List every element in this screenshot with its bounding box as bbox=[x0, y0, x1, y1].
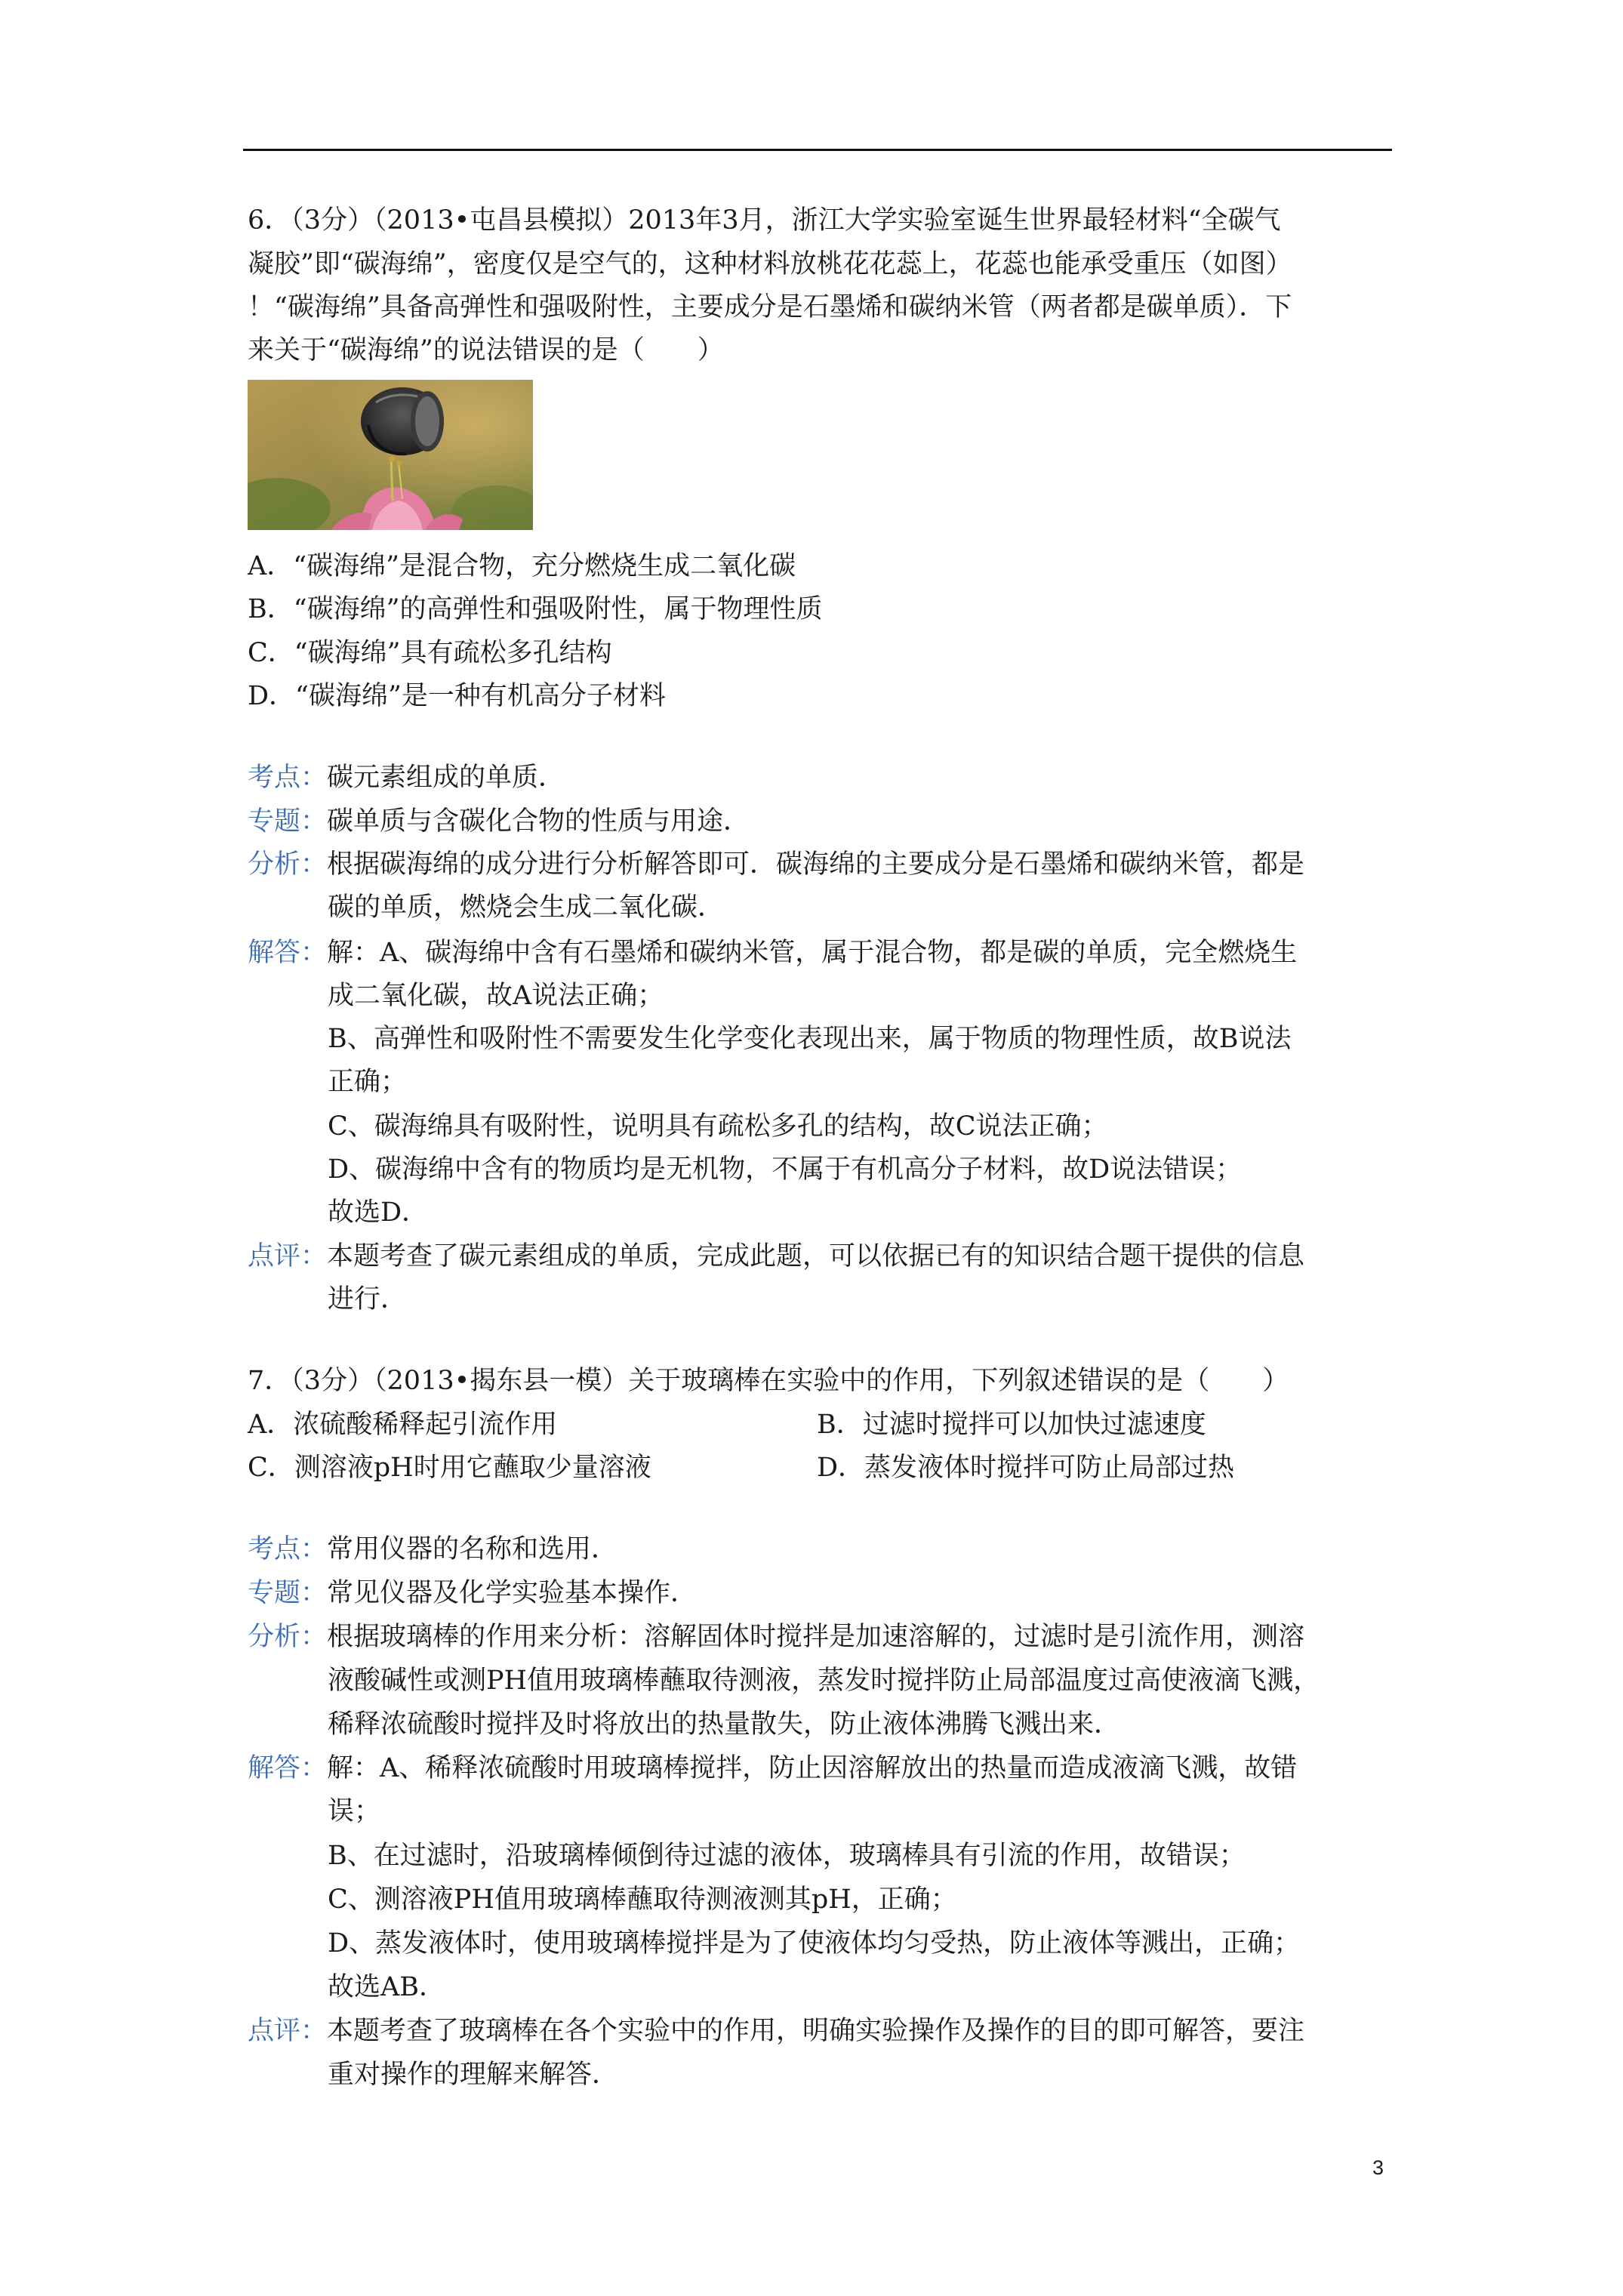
kaodian-label: 考点： bbox=[248, 763, 328, 793]
jieda-label: 解答： bbox=[248, 1753, 328, 1783]
q7-jieda-line: C、测溶液PH值用玻璃棒蘸取待测液测其pH，正确； bbox=[328, 1885, 957, 1915]
dianping-text: 本题考查了玻璃棒在各个实验中的作用，明确实验操作及操作的目的即可解答，要注 bbox=[327, 2016, 1305, 2046]
carbon-sponge-on-flower-image bbox=[248, 380, 533, 530]
q7-option-b: B．过滤时搅拌可以加快过滤速度 bbox=[817, 1410, 1206, 1440]
q7-zhuanti bbox=[248, 1576, 697, 1610]
zhuanti-label: 专题： bbox=[248, 1578, 328, 1608]
q7-dianping bbox=[248, 2014, 1304, 2048]
q6-dianping-line: 进行． bbox=[328, 1284, 408, 1314]
jieda-text: 解：A、稀释浓硫酸时用玻璃棒搅拌，防止因溶解放出的热量而造成液滴飞溅，故错 bbox=[327, 1753, 1298, 1783]
q7-option-d: D．蒸发液体时搅拌可防止局部过热 bbox=[817, 1453, 1235, 1483]
q7-fenxi bbox=[248, 1620, 1304, 1653]
q7-fenxi-line: 稀释浓硫酸时搅拌及时将放出的热量散失，防止液体沸腾飞溅出来． bbox=[328, 1709, 1121, 1740]
q6-zhuanti bbox=[248, 805, 750, 838]
q7-jieda bbox=[248, 1752, 1297, 1785]
q7-jieda-line: 故选AB． bbox=[328, 1972, 445, 2002]
kaodian-text: 碳元素组成的单质． bbox=[327, 763, 565, 793]
q6-stem-line: ！“碳海绵”具备高弹性和强吸附性，主要成分是石墨烯和碳纳米管（两者都是碳单质）．下 bbox=[248, 292, 1292, 322]
q6-fenxi-line: 碳的单质，燃烧会生成二氧化碳． bbox=[328, 892, 725, 923]
zhuanti-text: 常见仪器及化学实验基本操作． bbox=[327, 1578, 698, 1608]
q6-option-a: A．“碳海绵”是混合物，充分燃烧生成二氧化碳 bbox=[248, 551, 796, 581]
q7-option-c: C．测溶液pH时用它蘸取少量溶液 bbox=[248, 1453, 651, 1483]
q6-jieda-line: B、高弹性和吸附性不需要发生化学变化表现出来，属于物质的物理性质，故B说法 bbox=[328, 1024, 1292, 1054]
header-rule bbox=[243, 149, 1392, 151]
zhuanti-label: 专题： bbox=[248, 806, 328, 837]
dianping-label: 点评： bbox=[248, 2016, 328, 2046]
dianping-label: 点评： bbox=[248, 1241, 328, 1271]
page-number: 3 bbox=[1372, 2156, 1384, 2179]
kaodian-text: 常用仪器的名称和选用． bbox=[327, 1534, 618, 1564]
q6-stem-line: 来关于“碳海绵”的说法错误的是（ ） bbox=[248, 335, 724, 365]
fenxi-label: 分析： bbox=[248, 849, 328, 880]
dianping-text: 本题考查了碳元素组成的单质，完成此题，可以依据已有的知识结合题干提供的信息 bbox=[327, 1241, 1305, 1271]
q6-fenxi bbox=[248, 848, 1304, 881]
q7-dianping-line: 重对操作的理解来解答． bbox=[328, 2060, 619, 2090]
kaodian-label: 考点： bbox=[248, 1534, 328, 1564]
q6-option-b: B．“碳海绵”的高弹性和强吸附性，属于物理性质 bbox=[248, 594, 823, 624]
q6-jieda-line: 成二氧化碳，故A说法正确； bbox=[328, 981, 664, 1011]
q7-option-a: A．浓硫酸稀释起引流作用 bbox=[248, 1410, 558, 1440]
q7-kaodian bbox=[248, 1533, 617, 1566]
q6-option-d: D．“碳海绵”是一种有机高分子材料 bbox=[248, 681, 666, 711]
fenxi-label: 分析： bbox=[248, 1622, 328, 1652]
q7-fenxi-line: 液酸碱性或测PH值用玻璃棒蘸取待测液，蒸发时搅拌防止局部温度过高使液滴飞溅， bbox=[328, 1666, 1320, 1696]
q6-jieda-line: 故选D． bbox=[328, 1197, 429, 1228]
q6-jieda bbox=[248, 936, 1297, 969]
q7-jieda-line: B、在过滤时，沿玻璃棒倾倒待过滤的液体，玻璃棒具有引流的作用，故错误； bbox=[328, 1841, 1246, 1871]
q6-dianping bbox=[248, 1240, 1304, 1273]
q6-stem-line: 凝胶”即“碳海绵”，密度仅是空气的，这种材料放桃花花蕊上，花蕊也能承受重压（如图） bbox=[248, 249, 1292, 279]
q7-jieda-line: 误； bbox=[328, 1796, 381, 1826]
fenxi-text: 根据玻璃棒的作用来分析：溶解固体时搅拌是加速溶解的，过滤时是引流作用，测溶 bbox=[327, 1622, 1305, 1652]
q7-stem: 7．（3分）（2013•揭东县一模）关于玻璃棒在实验中的作用，下列叙述错误的是（ ） bbox=[248, 1366, 1289, 1396]
q7-jieda-line: D、蒸发液体时，使用玻璃棒搅拌是为了使液体均匀受热，防止液体等溅出，正确； bbox=[328, 1928, 1301, 1959]
q6-option-c: C．“碳海绵”具有疏松多孔结构 bbox=[248, 638, 612, 668]
fenxi-text: 根据碳海绵的成分进行分析解答即可．碳海绵的主要成分是石墨烯和碳纳米管，都是 bbox=[327, 849, 1305, 880]
jieda-label: 解答： bbox=[248, 938, 328, 968]
q6-jieda-line: 正确； bbox=[328, 1067, 408, 1097]
jieda-text: 解：A、碳海绵中含有石墨烯和碳纳米管，属于混合物，都是碳的单质，完全燃烧生 bbox=[327, 938, 1298, 968]
zhuanti-text: 碳单质与含碳化合物的性质与用途． bbox=[327, 806, 750, 837]
q6-jieda-line: D、碳海绵中含有的物质均是无机物，不属于有机高分子材料，故D说法错误； bbox=[328, 1154, 1243, 1185]
q6-kaodian bbox=[248, 761, 565, 794]
q6-stem-line: 6．（3分）（2013•屯昌县模拟）2013年3月，浙江大学实验室诞生世界最轻材料“全碳气 bbox=[248, 205, 1281, 236]
q6-jieda-line: C、碳海绵具有吸附性，说明具有疏松多孔的结构，故C说法正确； bbox=[328, 1111, 1108, 1142]
